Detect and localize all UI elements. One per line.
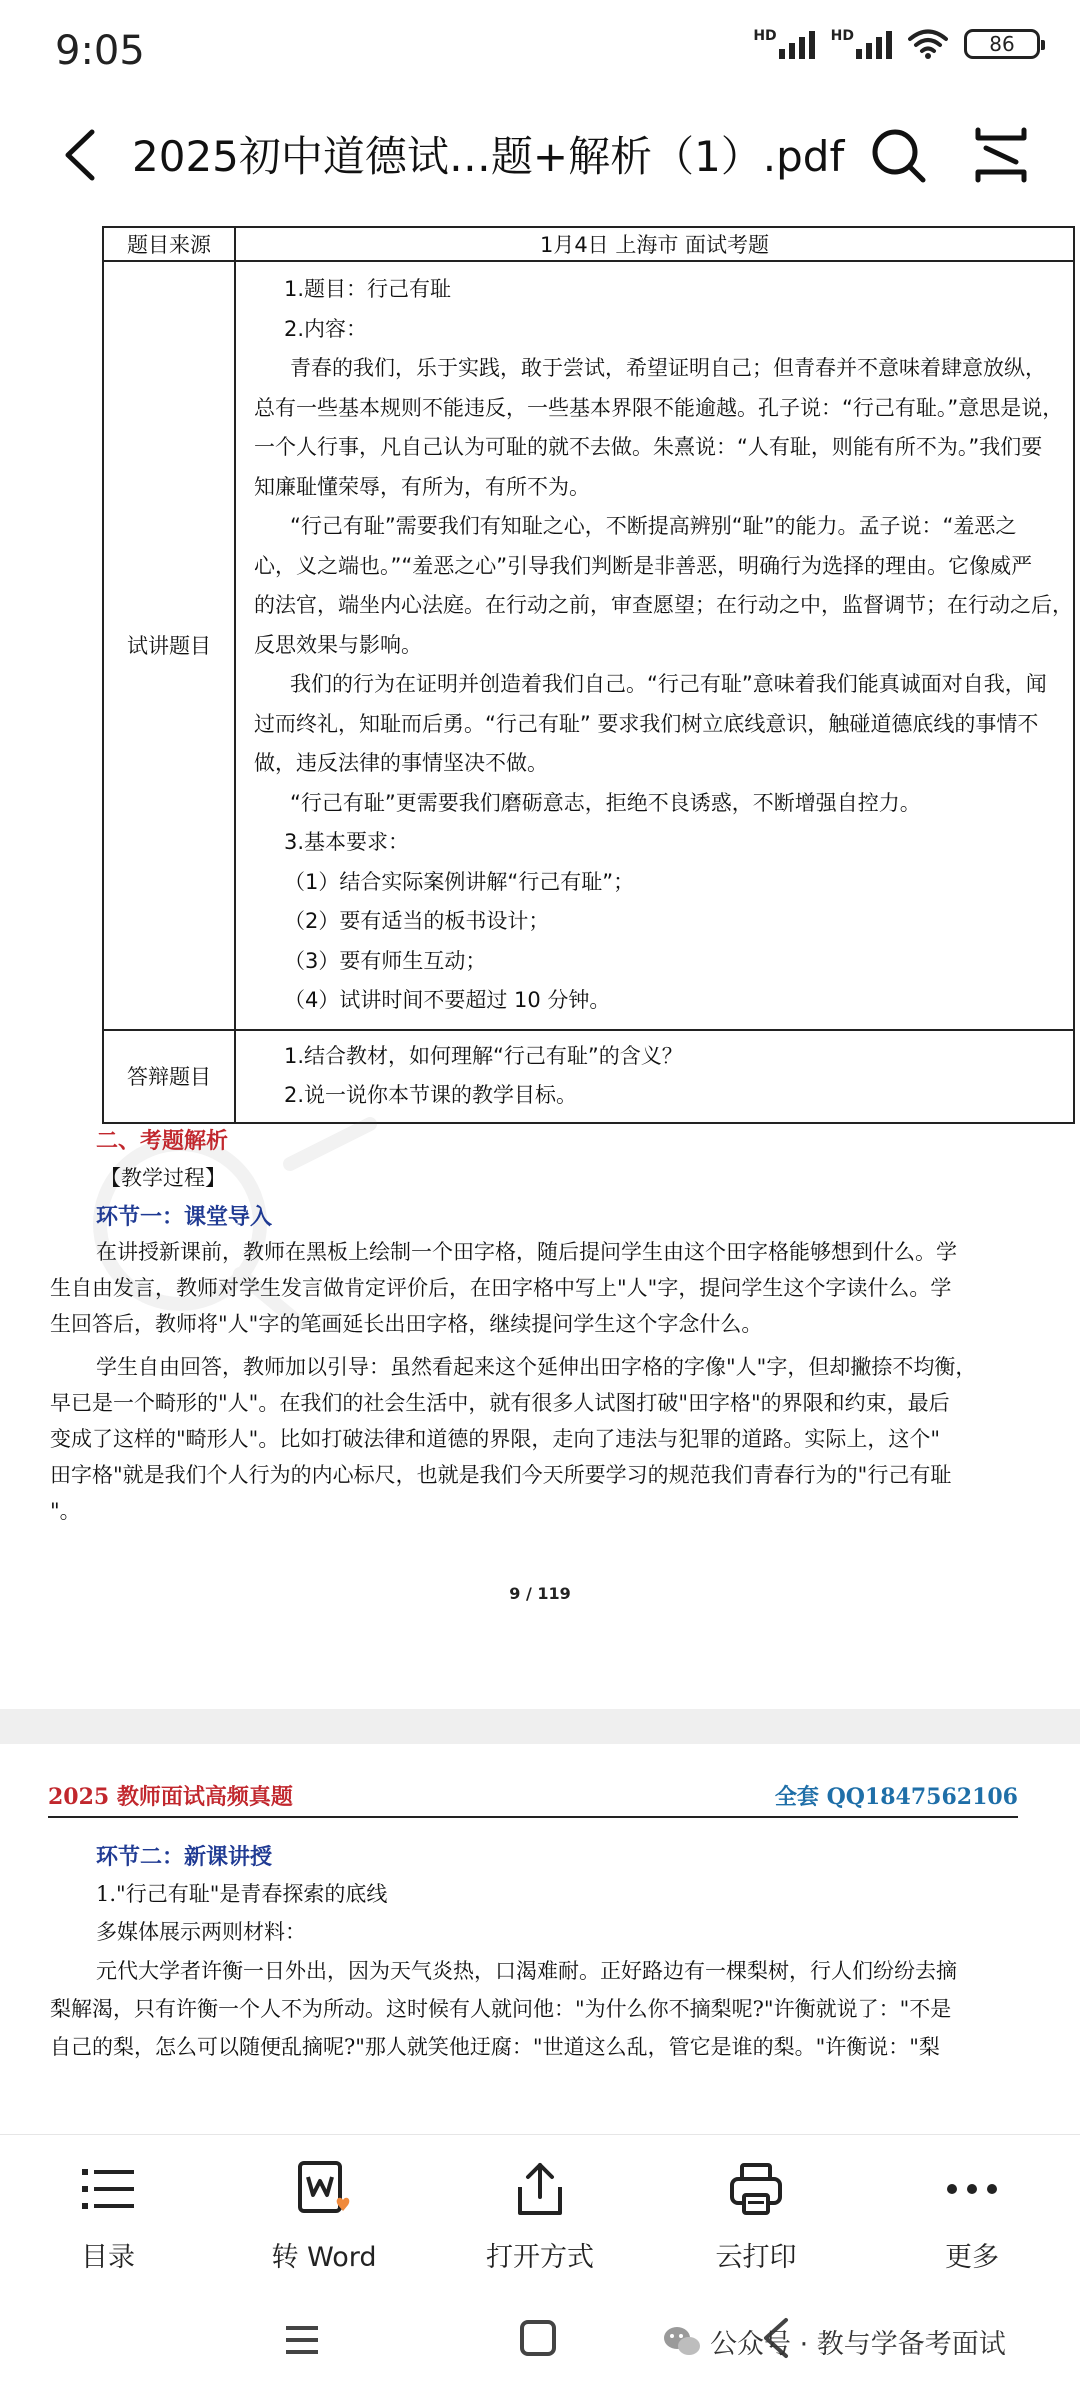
- home-icon[interactable]: [518, 2318, 558, 2358]
- text-line: 生自由发言，教师对学生发言做肯定评价后，在田字格中写上"人"字，提问学生这个字读什么。学: [50, 1276, 952, 1300]
- content-line: 总有一些基本规则不能违反，一些基本界限不能逾越。孔子说：“行己有耻。”意思是说，: [254, 395, 1064, 420]
- text-line: 生回答后，教师将"人"字的笔画延长出田字格，继续提问学生这个字念什么。: [50, 1312, 763, 1336]
- content-line: 做，违反法律的事情坚决不做。: [254, 751, 548, 775]
- convert-word-button[interactable]: [216, 2135, 432, 2285]
- page-number: 9 / 119: [509, 1584, 571, 1603]
- toc-button[interactable]: [0, 2135, 216, 2285]
- bottom-toolbar: [0, 2134, 1080, 2285]
- content-line: 心，义之端也。”“羞恶之心”引导我们判断是非善恶，明确行为选择的理由。它像威严: [254, 553, 1033, 578]
- lecture-content: [235, 261, 1074, 1030]
- signal-icon: [831, 29, 892, 59]
- content-line: 2.内容：: [284, 316, 368, 341]
- content-line: 青春的我们，乐于实践，敢于尝试，希望证明自己；但青春并不意味着肆意放纵，: [290, 356, 1046, 380]
- toc-label: 目录: [81, 2242, 135, 2273]
- list-icon: [78, 2159, 138, 2219]
- content-line: 2.说一说你本节课的教学目标。: [284, 1083, 578, 1107]
- content-line: 过而终礼，知耻而后勇。“行己有耻” 要求我们树立底线意识，触碰道德底线的事情不: [254, 711, 1039, 736]
- text-line: 元代大学者许衡一日外出，因为天气炎热，口渴难耐。正好路边有一棵梨树，行人们纷纷去摘: [96, 1959, 957, 1983]
- exam-question-table: [102, 226, 1075, 1124]
- signal-icon: [753, 29, 814, 59]
- search-icon[interactable]: [865, 122, 931, 188]
- content-line: （1）结合实际案例讲解“行己有耻”；: [284, 869, 635, 894]
- page-header: [48, 1774, 1018, 1818]
- teaching-process-label: 【教学过程】: [100, 1166, 226, 1190]
- section-heading: 二、考题解析: [96, 1129, 229, 1154]
- text-line: 学生自由回答，教师加以引导：虽然看起来这个延伸出田字格的字像"人"字，但却撇捺不均衡，: [96, 1355, 977, 1379]
- text-line: 在讲授新课前，教师在黑板上绘制一个田字格，随后提问学生由这个田字格能够想到什么。学: [96, 1240, 957, 1264]
- document-title: 2025初中道德试…题+解析（1）.pdf: [132, 132, 845, 181]
- table-row: [103, 227, 1074, 261]
- content-line: （3）要有师生互动；: [284, 948, 487, 973]
- content-line: “行己有耻”更需要我们磨砺意志，拒绝不良诱惑，不断增强自控力。: [290, 790, 921, 815]
- defense-label: 答辩题目: [103, 1030, 235, 1123]
- cloud-print-button[interactable]: [648, 2135, 864, 2285]
- content-line: 1.结合教材，如何理解“行己有耻”的含义？: [284, 1043, 683, 1068]
- content-line: 知廉耻懂荣辱，有所为，有所不为。: [254, 474, 590, 499]
- status-time: 9:05: [55, 28, 145, 74]
- header-title: 2025 教师面试高频真题: [48, 1784, 293, 1810]
- system-navigation-bar: [0, 2284, 1080, 2401]
- more-button[interactable]: [864, 2135, 1080, 2285]
- network-type-label: HD: [830, 28, 854, 44]
- content-line: 反思效果与影响。: [254, 632, 422, 657]
- content-line: （2）要有适当的板书设计；: [284, 909, 550, 933]
- printer-icon: [726, 2159, 786, 2219]
- paragraph: [50, 1952, 1020, 2066]
- content-line: 的法官，端坐内心法庭。在行动之前，审查愿望；在行动之中，监督调节；在行动之后，: [254, 593, 1073, 617]
- reading-mode-icon[interactable]: [968, 122, 1034, 188]
- cloud-print-label: 云打印: [715, 2242, 797, 2273]
- word-doc-icon: [294, 2159, 354, 2219]
- back-arrow-icon[interactable]: [52, 120, 112, 190]
- recent-apps-icon[interactable]: [282, 2320, 322, 2360]
- network-type-label: HD: [753, 28, 777, 44]
- table-row: [103, 261, 1074, 1030]
- text-line: 自己的梨，怎么可以随便乱摘呢?"那人就笑他迂腐："世道这么乱，管它是谁的梨。"许衡说："梨: [50, 2035, 940, 2059]
- source-value: 1月4日 上海市 面试考题: [235, 227, 1074, 261]
- battery-level: 86: [989, 32, 1015, 56]
- text-line: 田字格"就是我们个人行为的内心标尺，也就是我们今天所要学习的规范我们青春行为的"行己有耻: [50, 1463, 952, 1487]
- paragraph: [50, 1349, 1020, 1529]
- source-label: 题目来源: [103, 227, 235, 261]
- text-line: "。: [50, 1499, 81, 1523]
- convert-word-label: 转 Word: [271, 2242, 377, 2273]
- content-line: 3.基本要求：: [284, 830, 410, 854]
- content-line: “行己有耻”需要我们有知耻之心，不断提高辨别“耻”的能力。孟子说：“羞恶之: [290, 514, 1017, 538]
- text-line: 变成了这样的"畸形人"。比如打破法律和道德的界限，走向了违法与犯罪的道路。实际上，这个": [50, 1427, 940, 1451]
- title-bar: [0, 104, 1080, 204]
- open-with-button[interactable]: [432, 2135, 648, 2285]
- wifi-icon: [908, 28, 948, 60]
- pdf-page: [0, 1744, 1080, 2134]
- content-line: 一个人行事，凡自己认为可耻的就不去做。朱熹说：“人有耻，则能有所不为。”我们要: [254, 435, 1043, 459]
- pdf-page: [0, 204, 1080, 1709]
- text-line: 早已是一个畸形的"人"。在我们的社会生活中，就有很多人试图打破"田字格"的界限和约束，最后: [50, 1391, 950, 1415]
- wechat-icon: [662, 2325, 702, 2359]
- more-label: 更多: [945, 2242, 999, 2273]
- content-line: （4）试讲时间不要超过 10 分钟。: [284, 988, 611, 1012]
- content-line: 1.题目：行己有耻: [284, 277, 452, 301]
- media-line: 多媒体展示两则材料：: [96, 1920, 306, 1944]
- step-title: 环节一：课堂导入: [96, 1205, 273, 1230]
- share-icon: [510, 2159, 570, 2219]
- step-title: 环节二：新课讲授: [96, 1845, 273, 1870]
- lecture-label: 试讲题目: [103, 261, 235, 1030]
- status-icons: [753, 28, 1040, 60]
- point-heading: 1."行己有耻"是青春探索的底线: [96, 1882, 388, 1906]
- paragraph: [50, 1234, 1020, 1342]
- status-bar: [0, 0, 1080, 104]
- open-with-label: 打开方式: [486, 2242, 594, 2273]
- header-contact: 全套 QQ1847562106: [774, 1784, 1018, 1810]
- text-line: 梨解渴，只有许衡一个人不为所动。这时候有人就问他："为什么你不摘梨呢?"许衡就说了："不是: [50, 1997, 952, 2021]
- wechat-watermark: [662, 2322, 1006, 2361]
- content-line: 我们的行为在证明并创造着我们自己。“行己有耻”意味着我们能真诚面对自我，闻: [290, 672, 1047, 696]
- more-dots-icon: [942, 2159, 1002, 2219]
- watermark-text: 公众号 · 教与学备考面试: [710, 2329, 1006, 2360]
- pdf-viewer[interactable]: [0, 204, 1080, 2134]
- battery-icon: [964, 29, 1040, 59]
